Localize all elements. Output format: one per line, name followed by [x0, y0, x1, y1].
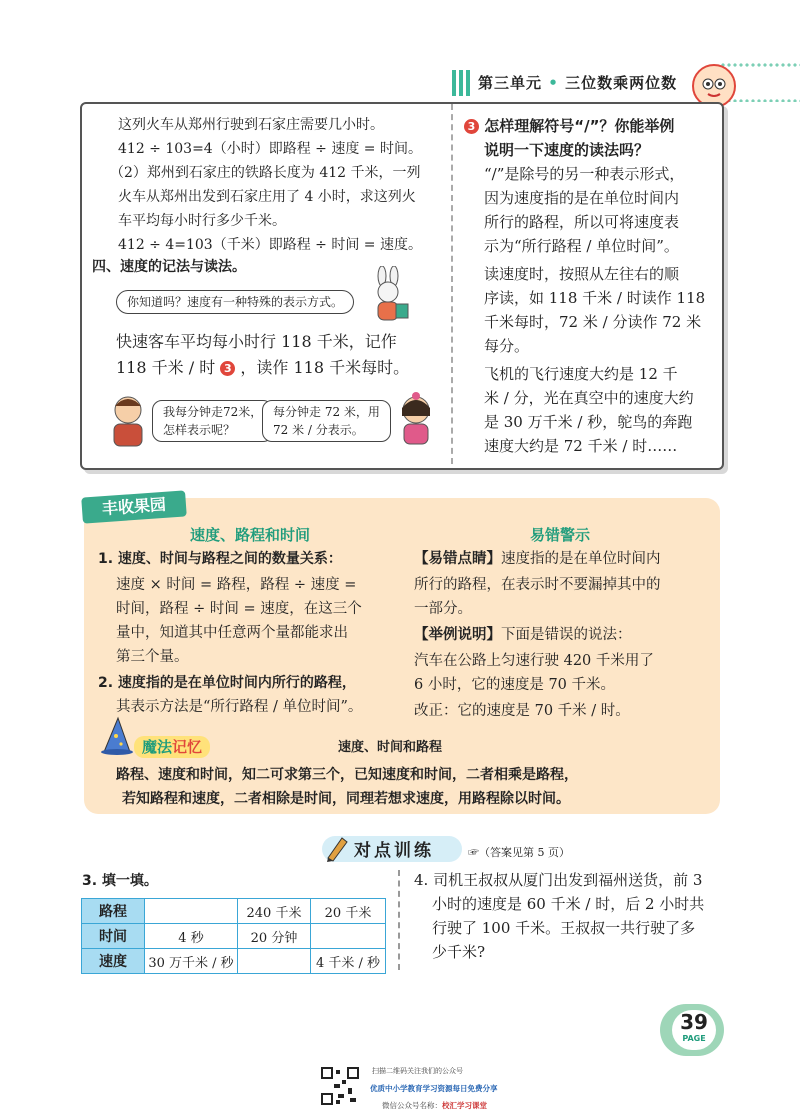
wizard-hat-icon: [100, 716, 134, 756]
table-cell[interactable]: 4 秒: [145, 924, 238, 949]
text-line: “/”是除号的另一种表示形式，: [484, 165, 685, 183]
topic-label: 三位数乘两位数: [565, 74, 678, 92]
text-line: 【易错点睛】速度指的是在单位时间内: [414, 551, 661, 567]
table-cell[interactable]: 240 千米: [238, 899, 311, 924]
question-4-line: 小时的速度是 60 千米 / 时，后 2 小时共: [432, 895, 705, 913]
table-cell[interactable]: [145, 899, 238, 924]
rabbit-icon: [366, 266, 412, 326]
qr-code-icon: [320, 1066, 360, 1106]
magic-memory-label: 魔法记忆: [134, 736, 210, 758]
speech-bubble: 你知道吗？速度有一种特殊的表示方式。: [116, 290, 354, 314]
table-row: [82, 899, 386, 924]
section-heading: 四、速度的记法与读法。: [92, 259, 246, 275]
text-line: 每分。: [484, 337, 530, 355]
text-line: 1. 速度、时间与路程之间的数量关系：: [98, 551, 342, 567]
text-line: 量中，知道其中任意两个量都能求出: [116, 625, 348, 641]
question-3-label: 3. 填一填。: [82, 873, 158, 889]
text-line: 飞机的飞行速度大约是 12 千: [484, 365, 678, 383]
pencil-icon: [324, 834, 350, 862]
text-line: 速度大约是 72 千米 / 时……: [484, 437, 678, 455]
text-line: 序读，如 118 千米 / 时读作 118: [484, 289, 706, 307]
table-cell[interactable]: 4 千米 / 秒: [311, 949, 386, 974]
question-heading: 说明一下速度的读法吗？: [484, 141, 650, 159]
speech-bubble: 每分钟走 72 米，用 72 米 / 分表示。: [262, 400, 391, 442]
fill-in-table: [81, 898, 386, 974]
text-line: 【举例说明】下面是错误的说法：: [414, 627, 632, 643]
rhyme-line: 若知路程和速度，二者相除是时间，同理若想求速度，用路程除以时间。: [122, 791, 570, 807]
dashed-divider: [398, 870, 400, 970]
footnote-marker: 3: [220, 361, 235, 376]
page-number: 39: [680, 1010, 708, 1034]
table-cell: 路程: [82, 899, 145, 924]
footer-line: 微信公众号名称：校汇学习课堂: [382, 1101, 487, 1110]
header-title: 第三单元 • 三位数乘两位数: [478, 74, 678, 92]
table-row: [82, 924, 386, 949]
rhyme-line: 路程、速度和时间，知二可求第三个，已知速度和时间，二者相乘是路程，: [116, 767, 578, 783]
question-4-line: 4. 司机王叔叔从厦门出发到福州送货，前 3: [414, 871, 703, 889]
footer-line: 扫描二维码关注我们的公众号: [372, 1067, 463, 1075]
text-line: 火车从郑州出发到石家庄用了 4 小时，求这列火: [118, 189, 416, 205]
text-line: 是 30 万千米 / 秒，鸵鸟的奔跑: [484, 413, 693, 431]
text-line: 车平均每小时行多少千米。: [118, 213, 286, 229]
text-line: 快速客车平均每小时行 118 千米，记作: [116, 332, 397, 351]
page-number-box: [672, 1010, 716, 1050]
summary-left-heading: 速度、路程和时间: [190, 526, 311, 544]
text-line: 所行的路程，所以可将速度表: [484, 213, 680, 231]
text-line: 第三个量。: [116, 649, 189, 665]
text-line: 速度 × 时间 = 路程，路程 ÷ 速度 =: [116, 577, 357, 593]
text-line: 412 ÷ 4=103（千米）即路程 ÷ 时间 = 速度。: [118, 237, 422, 253]
page-label: PAGE: [682, 1034, 706, 1043]
footer-line: 优质中小学教育学习资源每日免费分享: [370, 1084, 498, 1093]
summary-title: 丰收果园: [81, 490, 187, 523]
text-line: 所行的路程，在表示时不要漏掉其中的: [414, 577, 661, 593]
text-line: 2. 速度指的是在单位时间内所行的路程，: [98, 675, 356, 691]
dashed-divider: [451, 104, 453, 464]
question-4-line: 少千米?: [432, 943, 486, 961]
table-cell: 时间: [82, 924, 145, 949]
table-cell[interactable]: 30 万千米 / 秒: [145, 949, 238, 974]
header-stripes: [452, 70, 472, 96]
text-line: 时间，路程 ÷ 时间 = 速度，在这三个: [116, 601, 362, 617]
girl-icon: [394, 390, 438, 446]
table-cell[interactable]: 20 分钟: [238, 924, 311, 949]
training-title: 对点训练: [354, 841, 434, 861]
question-4-line: 行驶了 100 千米。王叔叔一共行驶了多: [432, 919, 696, 937]
table-cell[interactable]: [238, 949, 311, 974]
text-line: 米 / 分，光在真空中的速度大约: [484, 389, 694, 407]
text-line: 412 ÷ 103=4（小时）即路程 ÷ 速度 = 时间。: [118, 141, 422, 157]
text-line: 一部分。: [414, 601, 472, 617]
text-line: 千米每时，72 米 / 分读作 72 米: [484, 313, 702, 331]
text-line: 示为“所行路程 / 单位时间”。: [484, 237, 679, 255]
boy-icon: [106, 392, 150, 448]
answer-note: ☞（答案见第 5 页）: [468, 846, 570, 859]
text-line: 汽车在公路上匀速行驶 420 千米用了: [414, 653, 654, 669]
table-cell[interactable]: 20 千米: [311, 899, 386, 924]
text-line: 改正：它的速度是 70 千米 / 时。: [414, 703, 630, 719]
text-line: 因为速度指的是在单位时间内: [484, 189, 680, 207]
text-line: 118 千米 / 时 3 ，读作 118 千米每时。: [116, 358, 410, 377]
text-line: 读速度时，按照从左往右的顺: [484, 265, 680, 283]
magic-subtitle: 速度、时间和路程: [338, 740, 443, 755]
question-heading: 3 怎样理解符号“/”？你能举例: [464, 114, 674, 138]
text-line: 这列火车从郑州行驶到石家庄需要几小时。: [118, 117, 384, 133]
unit-label: 第三单元: [478, 74, 543, 92]
table-row: [82, 949, 386, 974]
footnote-marker: 3: [464, 119, 479, 134]
text-line: 其表示方法是“所行路程 / 单位时间”。: [116, 699, 363, 715]
text-line: （2）郑州到石家庄的铁路长度为 412 千米，一列: [110, 165, 421, 181]
table-cell[interactable]: [311, 924, 386, 949]
summary-right-heading: 易错警示: [530, 526, 591, 544]
speech-bubble: 我每分钟走72米， 怎样表示呢？: [152, 400, 273, 442]
table-cell: 速度: [82, 949, 145, 974]
text-line: 6 小时，它的速度是 70 千米。: [414, 677, 616, 693]
